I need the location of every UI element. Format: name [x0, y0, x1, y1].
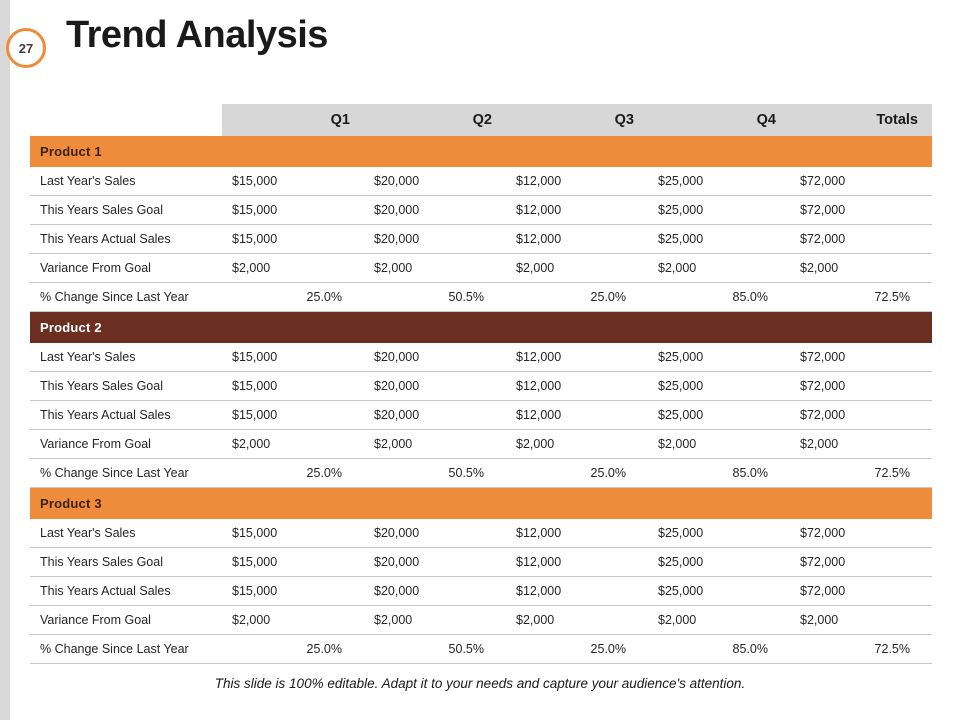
cell-value: 25.0%	[506, 459, 648, 488]
table-row	[30, 635, 932, 664]
cell-value: $12,000	[506, 372, 648, 401]
cell-total: $2,000	[790, 430, 932, 459]
cell-total: $72,000	[790, 401, 932, 430]
table-row	[30, 401, 932, 430]
column-header-q4: Q4	[648, 104, 790, 136]
cell-value: $20,000	[364, 167, 506, 196]
cell-value: $20,000	[364, 519, 506, 548]
table-header	[30, 104, 932, 136]
cell-value: $15,000	[222, 519, 364, 548]
cell-value: $15,000	[222, 343, 364, 372]
product-group-row	[30, 136, 932, 167]
table-body	[30, 136, 932, 664]
product-group-filler-cell	[648, 136, 790, 167]
product-group-filler-cell	[790, 136, 932, 167]
row-label: This Years Actual Sales	[30, 401, 222, 430]
cell-total: $72,000	[790, 225, 932, 254]
column-header-q2: Q2	[364, 104, 506, 136]
table-corner-cell	[30, 104, 222, 136]
row-label: Variance From Goal	[30, 606, 222, 635]
left-accent-bar	[0, 0, 10, 720]
product-group-filler-cell	[648, 488, 790, 520]
cell-value: 85.0%	[648, 635, 790, 664]
cell-value: $20,000	[364, 548, 506, 577]
product-group-filler-cell	[222, 312, 364, 344]
cell-value: $15,000	[222, 401, 364, 430]
cell-value: $12,000	[506, 577, 648, 606]
cell-value: 85.0%	[648, 283, 790, 312]
cell-value: $15,000	[222, 167, 364, 196]
row-label: This Years Actual Sales	[30, 225, 222, 254]
table-row	[30, 372, 932, 401]
row-label: This Years Sales Goal	[30, 372, 222, 401]
product-group-label: Product 2	[30, 312, 222, 344]
product-group-label: Product 1	[30, 136, 222, 167]
table-row	[30, 519, 932, 548]
cell-value: $2,000	[364, 254, 506, 283]
table-row	[30, 283, 932, 312]
cell-total: 72.5%	[790, 635, 932, 664]
product-group-filler-cell	[790, 312, 932, 344]
cell-value: 25.0%	[506, 635, 648, 664]
table-row	[30, 430, 932, 459]
trend-analysis-table	[30, 104, 932, 664]
table-row	[30, 254, 932, 283]
cell-value: $2,000	[364, 430, 506, 459]
cell-total: $72,000	[790, 196, 932, 225]
row-label: Variance From Goal	[30, 430, 222, 459]
table-row	[30, 459, 932, 488]
cell-value: $2,000	[648, 254, 790, 283]
product-group-label: Product 3	[30, 488, 222, 520]
column-header-q3: Q3	[506, 104, 648, 136]
cell-total: $2,000	[790, 254, 932, 283]
cell-total: $2,000	[790, 606, 932, 635]
cell-value: $20,000	[364, 401, 506, 430]
cell-value: $20,000	[364, 225, 506, 254]
cell-value: $15,000	[222, 225, 364, 254]
cell-total: 72.5%	[790, 283, 932, 312]
cell-value: $20,000	[364, 577, 506, 606]
cell-value: 85.0%	[648, 459, 790, 488]
cell-value: $12,000	[506, 225, 648, 254]
table-header-row	[30, 104, 932, 136]
cell-value: $25,000	[648, 196, 790, 225]
cell-value: $15,000	[222, 196, 364, 225]
cell-value: 50.5%	[364, 283, 506, 312]
cell-value: $12,000	[506, 167, 648, 196]
cell-value: 25.0%	[222, 635, 364, 664]
cell-value: $2,000	[648, 430, 790, 459]
cell-value: $2,000	[506, 430, 648, 459]
cell-value: $12,000	[506, 343, 648, 372]
row-label: This Years Actual Sales	[30, 577, 222, 606]
table-row	[30, 196, 932, 225]
product-group-filler-cell	[364, 136, 506, 167]
product-group-filler-cell	[648, 312, 790, 344]
cell-total: $72,000	[790, 548, 932, 577]
product-group-filler-cell	[506, 488, 648, 520]
cell-value: $25,000	[648, 401, 790, 430]
row-label: Last Year's Sales	[30, 343, 222, 372]
cell-value: $25,000	[648, 167, 790, 196]
row-label: Last Year's Sales	[30, 519, 222, 548]
footer-note: This slide is 100% editable. Adapt it to your needs and capture your audience's attention.	[214, 676, 746, 691]
cell-value: $15,000	[222, 372, 364, 401]
cell-value: 50.5%	[364, 459, 506, 488]
cell-value: $15,000	[222, 548, 364, 577]
cell-value: $25,000	[648, 577, 790, 606]
cell-value: $2,000	[506, 254, 648, 283]
cell-value: 25.0%	[506, 283, 648, 312]
table-row	[30, 606, 932, 635]
row-label: This Years Sales Goal	[30, 196, 222, 225]
row-label: This Years Sales Goal	[30, 548, 222, 577]
row-label: % Change Since Last Year	[30, 283, 222, 312]
cell-value: $20,000	[364, 196, 506, 225]
cell-value: $25,000	[648, 372, 790, 401]
product-group-filler-cell	[364, 488, 506, 520]
product-group-row	[30, 312, 932, 344]
cell-value: $2,000	[222, 430, 364, 459]
table-row	[30, 225, 932, 254]
cell-value: $25,000	[648, 519, 790, 548]
cell-total: $72,000	[790, 519, 932, 548]
table-row	[30, 343, 932, 372]
table-row	[30, 167, 932, 196]
table-row	[30, 548, 932, 577]
column-header-q1: Q1	[222, 104, 364, 136]
cell-value: $2,000	[648, 606, 790, 635]
cell-value: $2,000	[364, 606, 506, 635]
cell-value: $25,000	[648, 548, 790, 577]
cell-total: 72.5%	[790, 459, 932, 488]
cell-total: $72,000	[790, 372, 932, 401]
row-label: Last Year's Sales	[30, 167, 222, 196]
product-group-filler-cell	[222, 488, 364, 520]
cell-value: 50.5%	[364, 635, 506, 664]
cell-value: 25.0%	[222, 459, 364, 488]
cell-value: $12,000	[506, 519, 648, 548]
cell-value: $2,000	[222, 254, 364, 283]
column-header-totals: Totals	[790, 104, 932, 136]
cell-value: $15,000	[222, 577, 364, 606]
cell-total: $72,000	[790, 577, 932, 606]
cell-value: $20,000	[364, 343, 506, 372]
cell-value: 25.0%	[222, 283, 364, 312]
cell-total: $72,000	[790, 167, 932, 196]
product-group-filler-cell	[506, 312, 648, 344]
cell-total: $72,000	[790, 343, 932, 372]
cell-value: $12,000	[506, 196, 648, 225]
product-group-filler-cell	[222, 136, 364, 167]
trend-analysis-table-wrapper	[30, 104, 932, 664]
row-label: Variance From Goal	[30, 254, 222, 283]
product-group-filler-cell	[364, 312, 506, 344]
cell-value: $2,000	[506, 606, 648, 635]
table-row	[30, 577, 932, 606]
product-group-row	[30, 488, 932, 520]
cell-value: $25,000	[648, 343, 790, 372]
product-group-filler-cell	[506, 136, 648, 167]
cell-value: $2,000	[222, 606, 364, 635]
cell-value: $12,000	[506, 401, 648, 430]
cell-value: $20,000	[364, 372, 506, 401]
page-title: Trend Analysis	[66, 14, 328, 56]
slide-number-badge: 27	[6, 28, 46, 68]
row-label: % Change Since Last Year	[30, 459, 222, 488]
product-group-filler-cell	[790, 488, 932, 520]
row-label: % Change Since Last Year	[30, 635, 222, 664]
cell-value: $12,000	[506, 548, 648, 577]
cell-value: $25,000	[648, 225, 790, 254]
